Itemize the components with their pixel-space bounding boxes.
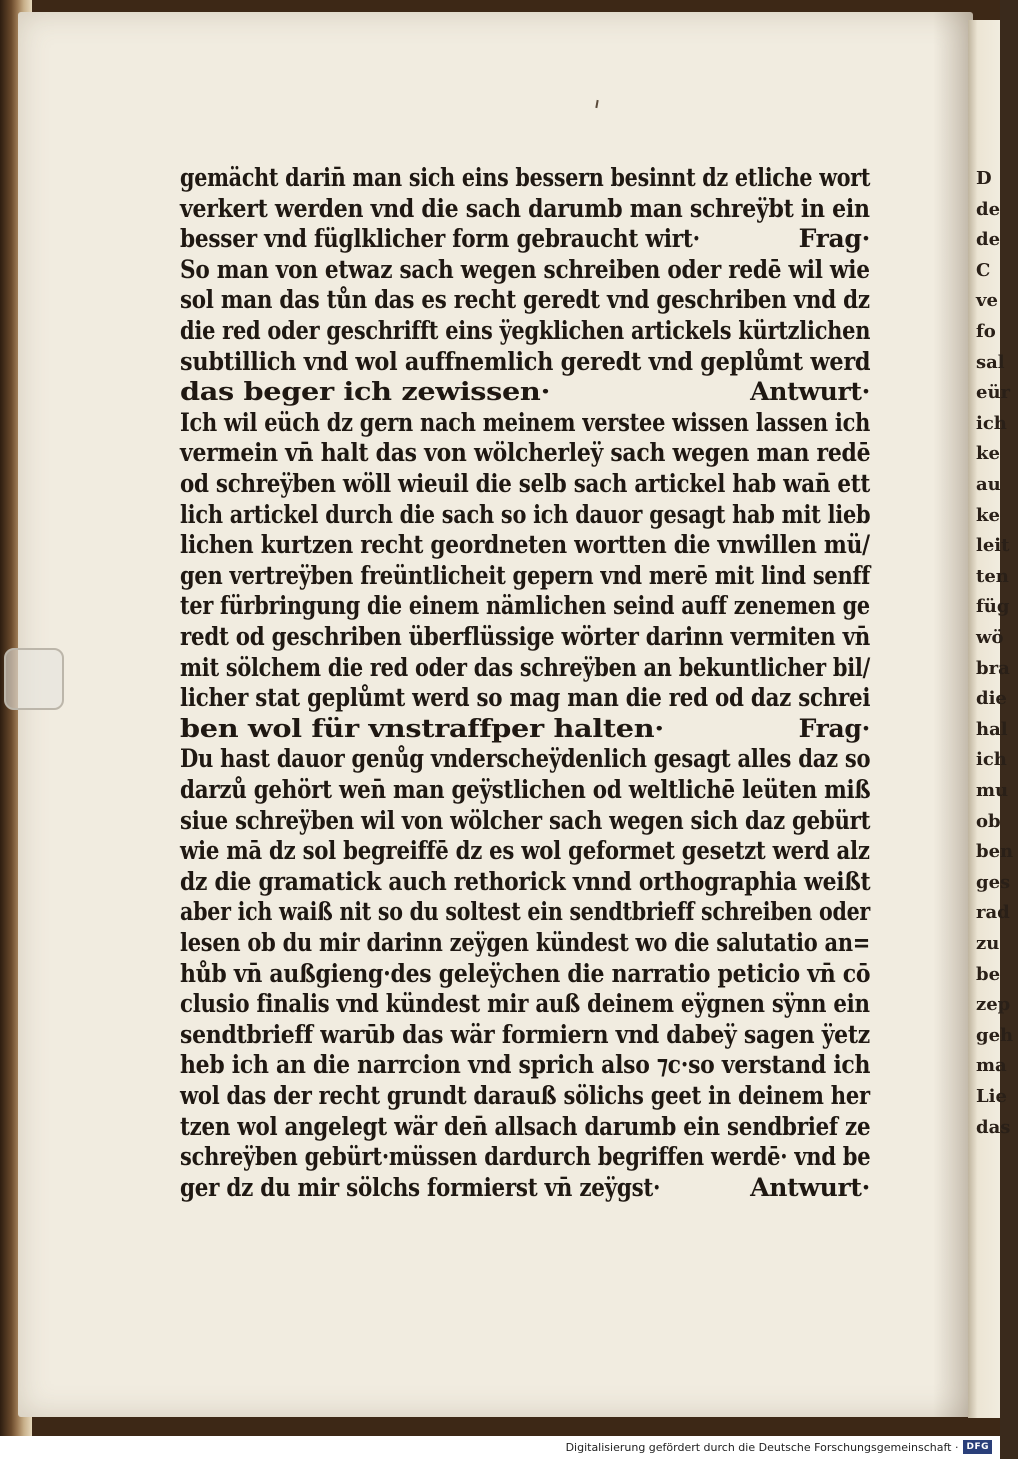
facing-page-fragment: ten	[976, 565, 1009, 587]
text-line-content: wol das der recht grundt darauß sölichs geet in deinem her	[180, 1081, 870, 1110]
text-line	[180, 744, 999, 774]
text-line-content: lesen ob du mir darinn zeÿgen kündest wo die salutatio an=	[180, 928, 871, 957]
facing-page-fragment: ich	[976, 412, 1007, 434]
facing-page-fragment: rad	[976, 902, 1010, 924]
text-line	[180, 989, 990, 1019]
text-line	[180, 407, 1004, 437]
facing-page-fragment: füg	[976, 596, 1010, 618]
text-line	[180, 624, 988, 649]
facing-page-fragment: fo	[976, 321, 996, 342]
facing-page-fragment: ma	[976, 1055, 1007, 1077]
text-line	[180, 318, 1005, 343]
page-clip	[4, 648, 64, 710]
text-line-content: hůb vn̄ außgieng·des geleÿchen die narratio peticio vn̄ cō	[180, 958, 871, 988]
text-line-content: gemächt darin̄ man sich eins bessern besinnt dz etliche wort	[180, 163, 871, 192]
text-line-content: mit sölchem die red oder das schreÿben an bekuntlicher bil/	[180, 652, 870, 682]
text-line	[180, 346, 950, 376]
facing-page-fragment: hal	[976, 718, 1008, 740]
facing-page-fragment: geh	[976, 1024, 1014, 1046]
facing-page-fragment: de	[976, 198, 1001, 220]
text-line-content: Du hast dauor genůg vnderscheÿdenlich gesagt alles daz so	[180, 744, 871, 774]
text-line-content: vermein vn̄ halt das von wölcherleÿ sach wegen man redē	[180, 438, 871, 468]
text-line	[180, 224, 870, 254]
facing-page-fragment: ke	[976, 443, 1000, 465]
facing-page-fragment: zep	[976, 994, 1011, 1016]
section-heading: Frag·	[798, 713, 870, 743]
text-line	[180, 777, 987, 802]
text-line	[180, 193, 964, 223]
text-line	[180, 1050, 967, 1080]
text-line-content: die red oder geschrifft eins ÿegklichen artickels kürtzlichen	[180, 316, 871, 345]
text-line-content: So man von etwaz sach wegen schreiben oder redē wil wie	[180, 254, 870, 284]
facing-page-fragment: au	[976, 474, 1001, 495]
text-line-content: ben wol für vnstraffper halten·	[180, 713, 664, 743]
facing-page-fragment: ben	[976, 841, 1014, 863]
text-line	[180, 377, 870, 407]
text-line	[180, 254, 978, 284]
facing-page-fragment: sal	[976, 351, 1005, 373]
text-line	[180, 930, 1004, 955]
text-line-content: redt od geschriben überflüssige wörter darinn vermiten vn̄	[180, 622, 870, 651]
facing-page-fragment: de	[976, 229, 1001, 251]
text-line-content: tzen wol angelegt wär den̄ allsach darumb ein sendbrief ze	[180, 1111, 871, 1141]
text-line	[180, 683, 987, 713]
text-line-content: ter fürbringung die einem nämlichen seind auff zenemen ge	[180, 591, 870, 621]
text-line	[180, 285, 986, 315]
text-line-content: verkert werden vnd die sach darumb man schreÿbt in ein	[180, 193, 870, 223]
facing-page-fragment: ges	[976, 871, 1011, 893]
facing-page-fragment: ke	[976, 504, 1000, 526]
text-line	[180, 866, 971, 896]
facing-page-fragment: bra	[976, 657, 1010, 679]
text-line-content: ger dz du mir sölchs formierst vn̄ zeÿgst·	[180, 1172, 661, 1202]
text-line-content: heb ich an die narrcion vnd sprich also ⁊c·so verstand ich	[180, 1050, 871, 1080]
text-line-content: clusio finalis vnd kündest mir auß deinem eÿgnen sÿnn ein	[180, 989, 870, 1019]
text-line-content: dz die gramatick auch rethorick vnnd orthographia weißt	[180, 866, 871, 896]
facing-page-fragment: ich	[976, 749, 1007, 771]
facing-page-fragment: be	[976, 963, 1001, 985]
text-line-content: gen vertreÿben freüntlicheit gepern vnd merē mit lind senff	[180, 560, 871, 590]
text-line	[180, 471, 986, 496]
facing-page-edge	[968, 20, 1014, 1418]
text-line-content: darzů gehört wen̄ man geÿstlichen od weltlichē leüten miß	[180, 775, 871, 804]
text-line-content: Ich wil eüch dz gern nach meinem verstee wissen lassen ich	[180, 407, 871, 437]
facing-page-fragment: das	[976, 1116, 1011, 1138]
text-line-content: schreÿben gebürt·müssen dardurch begriffen werdē· vnd be	[180, 1142, 871, 1172]
text-line-content: sol man das tůn das es recht geredt vnd geschriben vnd dz	[180, 285, 870, 315]
text-line	[180, 530, 976, 560]
text-line	[180, 1019, 967, 1049]
dfg-logo-icon: DFG	[963, 1440, 992, 1454]
facing-page-fragment: wö	[976, 627, 1004, 648]
text-line-content: das beger ich zewissen·	[180, 377, 551, 407]
text-line	[180, 652, 1007, 682]
text-line	[180, 805, 993, 835]
text-line-content: aber ich waiß nit so du soltest ein sendtbrieff schreiben oder	[180, 897, 871, 927]
digitization-credit	[566, 1440, 992, 1454]
text-line	[180, 1111, 987, 1141]
text-line	[180, 1172, 870, 1202]
text-line	[180, 713, 870, 743]
text-line-content: subtillich vnd wol auffnemlich geredt vnd geplůmt werd	[180, 346, 871, 376]
text-line	[180, 591, 1010, 621]
text-line	[180, 1142, 1002, 1172]
facing-page-fragment: leit	[976, 535, 1010, 557]
section-heading: Antwurt·	[750, 1172, 870, 1202]
facing-page-fragment: mu	[976, 780, 1009, 801]
facing-page-fragment: eür	[976, 382, 1011, 404]
text-line-content: besser vnd füglklicher form gebraucht wirt·	[180, 224, 700, 254]
text-line	[180, 438, 967, 468]
text-line-content: lichen kurtzen recht geordneten wortten die vnwillen mü/	[180, 530, 870, 560]
text-line	[180, 1083, 998, 1108]
text-line-content: siue schreÿben wil von wölcher sach wegen sich daz gebürt	[180, 805, 871, 835]
section-heading: Antwurt·	[750, 377, 870, 407]
facing-page-fragment: D	[976, 168, 992, 189]
text-line	[180, 165, 1016, 190]
text-line-content: wie mā dz sol begreiffē dz es wol geformet gesetzt werd alz	[180, 836, 870, 866]
text-line-content: od schreÿben wöll wieuil die selb sach artickel hab wan̄ ett	[180, 469, 870, 498]
facing-page-fragment: zu	[976, 933, 1000, 954]
text-line	[180, 836, 992, 866]
credit-text: Digitalisierung gefördert durch die Deutsche Forschungsgemeinschaft ·	[565, 1440, 959, 1454]
text-line	[180, 897, 1018, 927]
text-line-content: lich artickel durch die sach so ich dauor gesagt hab mit lieb	[180, 499, 871, 529]
facing-page-fragment: Lie	[976, 1086, 1007, 1107]
text-line-content: sendtbrieff warūb das wär formiern vnd dabeÿ sagen ÿetz	[180, 1019, 870, 1049]
text-line	[180, 560, 1002, 590]
facing-page-fragment: die	[976, 688, 1007, 710]
section-heading: Frag·	[798, 224, 870, 254]
facing-page-fragment: ob	[976, 810, 1001, 832]
facing-page-fragment: C	[976, 259, 991, 281]
text-line-content: licher stat geplůmt werd so mag man die red od daz schrei	[180, 683, 871, 713]
facing-page-fragment: ve	[976, 290, 998, 312]
text-line	[180, 958, 966, 988]
text-line	[180, 499, 1007, 529]
